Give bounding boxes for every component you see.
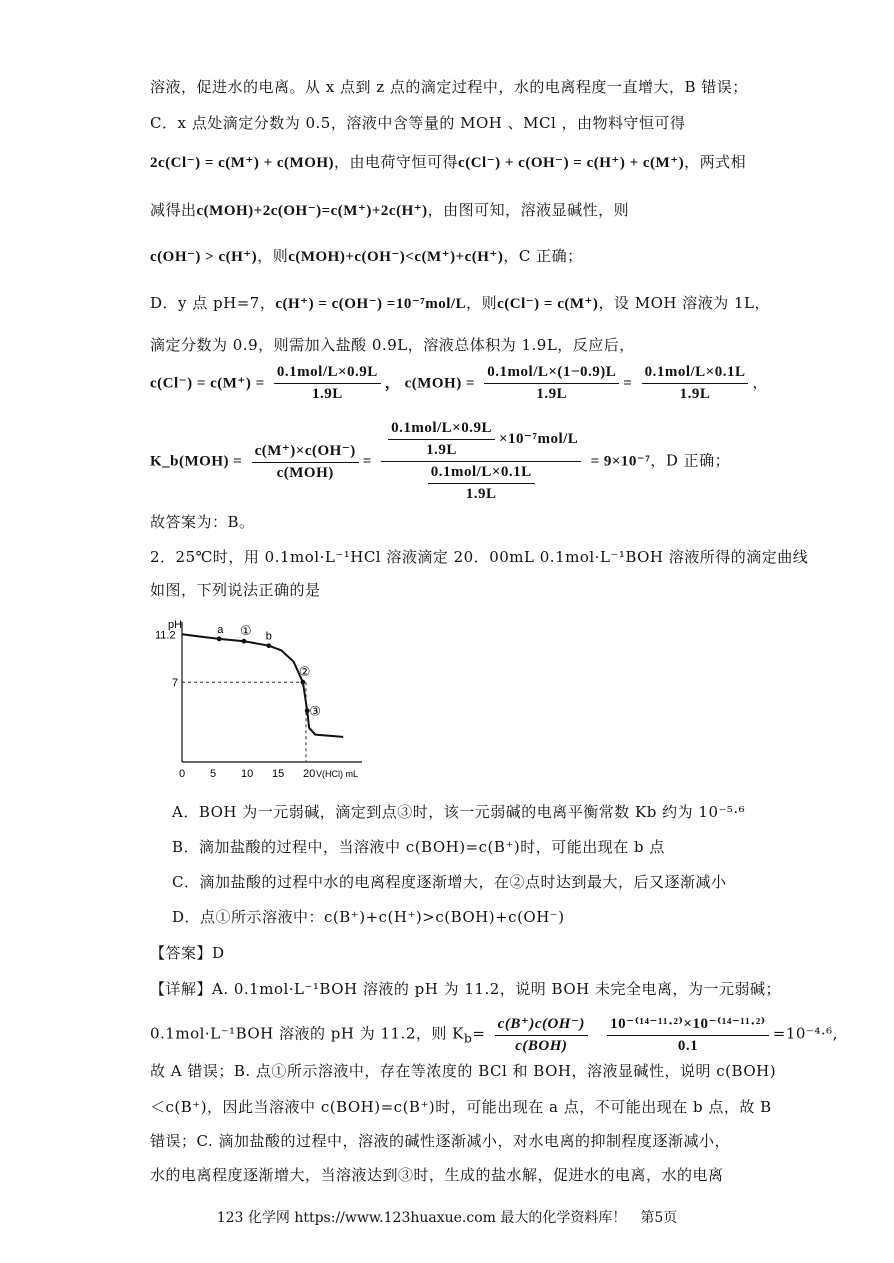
text: ，C 正确；	[503, 247, 583, 265]
detail-line-1: 【详解】A. 0.1mol·L⁻¹BOH 溶液的 pH 为 11.2，说明 BOH 未完全电离，为一元弱碱；	[150, 980, 781, 998]
solution-line-3	[150, 151, 746, 172]
text: 减得出	[150, 201, 197, 219]
solution-line-8	[150, 364, 768, 403]
solution-line-5	[150, 245, 583, 266]
detail-line-4: ＜c(B⁺)，因此当溶液中 c(BOH)=c(B⁺)时，可能出现在 a 点，不可能出现在 b 点，故 B	[150, 1098, 772, 1116]
point-label: a	[217, 623, 224, 636]
x-tick-label: 5	[210, 768, 217, 780]
solution-line-9: K_b(MOH) = $\frac{c(M^+)\times c(OH^-)}{\text{c(MOH)}}$ = $\frac{\text{0.1mol/L×0.9L}}{1.9L}$ ×10⁻⁷mol/L $\frac{\text{0.1mol/L×0.1L}}{1.9L}$ = 9×10⁻⁷，D 正确；	[150, 420, 731, 502]
kb-fraction-symbolic: $\frac{c(M^+)\times c(OH^-)}{\text{c(MOH)}}$	[252, 441, 359, 482]
text: ，	[752, 373, 768, 392]
text: ， c(MOH) =	[384, 375, 476, 392]
kb-fraction-numeric: $\frac{\text{0.1mol/L×0.9L}}{1.9L}$ ×10⁻⁷mol/L $\frac{\text{0.1mol/L×0.1L}}{1.9L}$	[381, 420, 581, 503]
y-tick-label: 7	[172, 677, 179, 690]
final-answer-part1: 故答案为：B。	[150, 513, 255, 531]
curve-point	[266, 643, 271, 648]
x-tick-label: 15	[272, 768, 285, 780]
solution-line-6	[150, 292, 770, 313]
text: ，两式相	[684, 153, 747, 171]
point-label: ③	[309, 703, 321, 719]
option-d: D．点①所示溶液中：c(B⁺)+c(H⁺)>c(BOH)+c(OH⁻)	[172, 908, 565, 926]
detail-line-5: 错误；C. 滴加盐酸的过程中，溶液的碱性逐渐减小，对水电离的抑制程度逐渐减小，	[150, 1132, 730, 1150]
ph7-equation: c(H⁺) = c(OH⁻) =10⁻⁷mol/L	[275, 296, 467, 312]
fraction-moh-simplified: $\frac{\text{0.1mol/L×0.1L}}{1.9L}$	[642, 364, 749, 403]
kb-fraction-symbolic-2: $\frac{c(B^+)c(OH^-)}{\text{c(BOH)}}$	[495, 1014, 588, 1055]
x-tick-label: 10	[241, 768, 254, 780]
text: ，D 正确；	[650, 451, 731, 470]
solution-line-4	[150, 199, 629, 220]
text: ，则	[257, 247, 289, 265]
point-label: ②	[298, 664, 311, 680]
material-balance-equation: 2c(Cl⁻) = c(M⁺) + c(MOH)	[150, 155, 335, 171]
answer-label: 【答案】D	[150, 944, 225, 962]
kb-result: = 9×10⁻⁷	[590, 453, 651, 470]
x-tick-label: 20	[303, 768, 316, 780]
x-axis-label: V(HCl) mL	[316, 769, 358, 779]
option-b: B．滴加盐酸的过程中，当溶液中 c(BOH)=c(B⁺)时，可能出现在 b 点	[172, 838, 665, 856]
combined-equation: c(MOH)+2c(OH⁻)=c(M⁺)+2c(H⁺)	[196, 203, 428, 219]
text: ，则	[466, 294, 498, 312]
inequality-2: c(MOH)+c(OH⁻)<c(M⁺)+c(H⁺)	[288, 249, 504, 265]
text: ，由电荷守恒可得	[334, 153, 459, 171]
point-label: ①	[240, 623, 252, 639]
kb-result-2: =10⁻⁴·⁶,	[772, 1024, 838, 1043]
option-a: A．BOH 为一元弱碱，滴定到点③时，该一元弱碱的电离平衡常数 Kb 约为 10⁻⁵·⁶	[172, 803, 746, 821]
kb-subscript: b	[463, 1030, 473, 1046]
y-axis-label: pH	[168, 619, 183, 631]
question-stem-1: 2．25℃时，用 0.1mol·L⁻¹HCl 溶液滴定 20．00mL 0.1mol·L⁻¹BOH 溶液所得的滴定曲线	[150, 548, 809, 566]
concentration-lhs: c(Cl⁻) = c(M⁺) =	[150, 375, 265, 392]
fraction-cl: $\frac{\text{0.1mol/L×0.9L}}{1.9L}$	[274, 364, 381, 403]
detail-line-6: 水的电离程度逐渐增大，当溶液达到③时，生成的盐水解，促进水的电离，水的电离	[150, 1166, 724, 1184]
curve-point	[242, 639, 247, 644]
titration-chart	[150, 612, 400, 784]
text: 0.1mol·L⁻¹BOH 溶液的 pH 为 11.2，则 K	[150, 1024, 464, 1043]
text: ，设 MOH 溶液为 1L，	[598, 294, 770, 312]
option-c: C．滴加盐酸的过程中水的电离程度逐渐增大，在②点时达到最大，后又逐渐减小	[172, 873, 727, 891]
kb-fraction-numeric-2: $\frac{\text{10⁻⁽¹⁴⁻¹¹·²⁾×10⁻⁽¹⁴⁻¹¹·²⁾}}{0.1}$	[607, 1014, 769, 1055]
solution-line-1: 溶液，促进水的电离。从 x 点到 z 点的滴定过程中，水的电离程度一直增大，B 错误；	[150, 78, 748, 96]
inequality-1: c(OH⁻) > c(H⁺)	[150, 249, 258, 265]
question-stem-2: 如图，下列说法正确的是	[150, 581, 321, 599]
x-tick-label: 0	[179, 768, 186, 780]
page-footer: 123 化学网 https://www.123huaxue.com 最大的化学资料库！ 第5页	[216, 1210, 678, 1226]
detail-line-3: 故 A 错误；B. 点①所示溶液中，存在等浓度的 BCl 和 BOH，溶液显碱性，说明 c(BOH)	[150, 1062, 777, 1080]
point-label: b	[265, 630, 272, 643]
curve-point	[301, 680, 306, 685]
kb-lhs: K_b(MOH) =	[150, 453, 243, 470]
solution-line-7: 滴定分数为 0.9，则需加入盐酸 0.9L，溶液总体积为 1.9L，反应后，	[150, 336, 635, 354]
cl-m-equality: c(Cl⁻) = c(M⁺)	[497, 296, 599, 312]
detail-line-2: 0.1mol·L⁻¹BOH 溶液的 pH 为 11.2，则 $K_b=$ $\frac{c(B^+)c(OH^-)}{\text{c(BOH)}}$ $\frac{\text{10⁻⁽¹⁴⁻¹¹·²⁾×10⁻⁽¹⁴⁻¹¹·²⁾}}{0.1}$ =10⁻⁴·⁶,	[150, 1016, 838, 1054]
equals: =	[623, 375, 633, 392]
curve-point	[217, 636, 222, 641]
text: D．y 点 pH=7，	[150, 294, 276, 312]
fraction-moh: $\frac{\text{0.1mol/L×(1−0.9)L}}{1.9L}$	[484, 364, 619, 403]
solution-line-2: C．x 点处滴定分数为 0.5，溶液中含等量的 MOH 、MCl ，由物料守恒可得	[150, 114, 686, 132]
charge-balance-equation: c(Cl⁻) + c(OH⁻) = c(H⁺) + c(M⁺)	[458, 155, 685, 171]
text: ，由图可知，溶液显碱性，则	[427, 201, 630, 219]
titration-curve	[182, 634, 343, 737]
y-tick-label: 11.2	[155, 629, 176, 642]
